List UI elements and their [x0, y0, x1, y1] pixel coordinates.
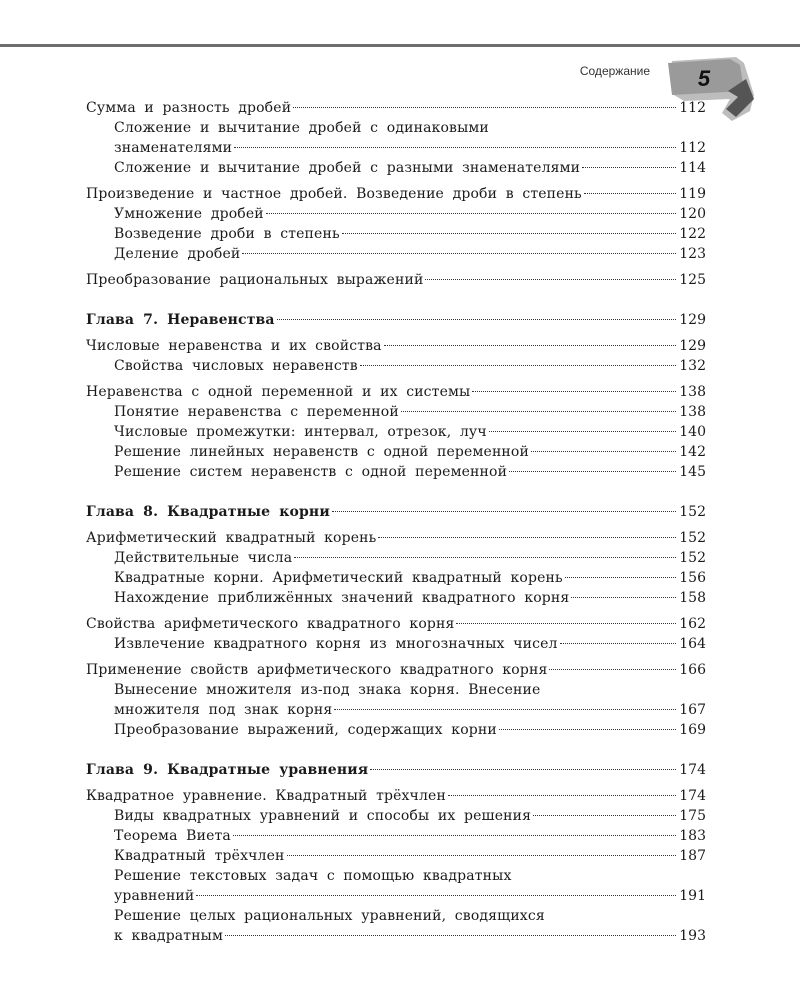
entry-title: Теорема Виета — [114, 828, 231, 844]
entry-title: Произведение и частное дробей. Возведение дроби в степень — [86, 186, 582, 202]
toc-entry[interactable] — [86, 886, 706, 906]
page-ref: 169 — [679, 722, 706, 738]
entry-title: Числовые промежутки: интервал, отрезок, луч — [114, 424, 487, 440]
entry-title: Применение свойств арифметического квадратного корня — [86, 662, 548, 678]
chapter-title: Глава 9. Квадратные уравнения — [86, 762, 369, 778]
dot-leader — [489, 431, 677, 432]
toc-entry[interactable] — [86, 720, 706, 740]
dot-leader — [342, 233, 677, 234]
page-ref: 145 — [679, 464, 706, 480]
entry-title: Действительные числа — [114, 550, 293, 566]
page-ref: 138 — [679, 404, 706, 420]
entry-title: Свойства арифметического квадратного корня — [86, 616, 455, 632]
entry-title: Понятие неравенства с переменной — [114, 404, 399, 420]
page-ref: 119 — [679, 186, 706, 202]
dot-leader — [531, 451, 676, 452]
entry-title: к квадратным — [114, 928, 224, 944]
toc-entry[interactable] — [86, 786, 706, 806]
page-ref: 191 — [679, 888, 706, 904]
dot-leader — [582, 167, 676, 168]
page-ref: 156 — [679, 570, 706, 586]
entry-title: Виды квадратных уравнений и способы их решения — [114, 808, 532, 824]
dot-leader — [401, 411, 676, 412]
entry-title: знаменателями — [114, 140, 233, 156]
page-ref: 152 — [679, 504, 706, 520]
page-ref: 174 — [679, 762, 706, 778]
toc-entry[interactable] — [86, 614, 706, 634]
page-ref: 167 — [679, 702, 706, 718]
dot-leader — [234, 147, 676, 148]
page-ref: 123 — [679, 246, 706, 262]
toc-entry[interactable] — [86, 568, 706, 588]
entry-title: Квадратный трёхчлен — [114, 848, 285, 864]
toc-entry[interactable] — [86, 634, 706, 654]
page-ref: 152 — [679, 550, 706, 566]
entry-title-line1: Решение целых рациональных уравнений, сводящихся — [114, 908, 545, 924]
dot-leader — [332, 511, 676, 512]
toc-entry[interactable] — [86, 224, 706, 244]
dot-leader — [384, 345, 677, 346]
toc-entry[interactable] — [86, 382, 706, 402]
page-ref: 112 — [679, 100, 706, 116]
entry-title: Свойства числовых неравенств — [114, 358, 358, 374]
toc-entry[interactable] — [86, 184, 706, 204]
page-ref: 158 — [679, 590, 706, 606]
page-number: 5 — [697, 66, 711, 91]
toc-entry[interactable] — [86, 826, 706, 846]
top-rule — [0, 44, 800, 47]
toc-entry[interactable] — [86, 442, 706, 462]
toc-chapter[interactable] — [86, 760, 706, 780]
toc-entry[interactable] — [86, 270, 706, 290]
page-ref: 164 — [679, 636, 706, 652]
dot-leader — [242, 253, 676, 254]
page-ref: 125 — [679, 272, 706, 288]
entry-title-line1: Сложение и вычитание дробей с одинаковыми — [114, 120, 489, 136]
dot-leader — [277, 319, 677, 320]
entry-title: Сложение и вычитание дробей с разными знаменателями — [114, 160, 581, 176]
dot-leader — [499, 729, 676, 730]
dot-leader — [565, 577, 676, 578]
entry-title: Квадратные корни. Арифметический квадратный корень — [114, 570, 563, 586]
dot-leader — [560, 643, 677, 644]
dot-leader — [509, 471, 676, 472]
toc-chapter[interactable] — [86, 502, 706, 522]
page-ref: 138 — [679, 384, 706, 400]
toc-entry[interactable] — [86, 700, 706, 720]
entry-title: Нахождение приближённых значений квадратного корня — [114, 590, 570, 606]
dot-leader — [293, 107, 676, 108]
page-ref: 114 — [679, 160, 706, 176]
toc-entry[interactable] — [86, 336, 706, 356]
dot-leader — [425, 279, 676, 280]
dot-leader — [549, 669, 676, 670]
entry-title: Квадратное уравнение. Квадратный трёхчлен — [86, 788, 446, 804]
dot-leader — [533, 815, 676, 816]
page-ref: 187 — [679, 848, 706, 864]
page-ref: 174 — [679, 788, 706, 804]
toc-entry[interactable] — [86, 846, 706, 866]
toc-entry[interactable] — [86, 138, 706, 158]
toc-entry[interactable] — [86, 98, 706, 118]
page-ref: 162 — [679, 616, 706, 632]
toc-entry[interactable] — [86, 548, 706, 568]
entry-title: Деление дробей — [114, 246, 241, 262]
table-of-contents — [86, 98, 706, 946]
page-ref: 175 — [679, 808, 706, 824]
toc-entry[interactable] — [86, 462, 706, 482]
page-ref: 193 — [679, 928, 706, 944]
page-ref: 122 — [679, 226, 706, 242]
toc-entry[interactable] — [86, 660, 706, 680]
dot-leader — [196, 895, 676, 896]
page-ref: 132 — [679, 358, 706, 374]
entry-title: Преобразование рациональных выражений — [86, 272, 424, 288]
dot-leader — [294, 557, 676, 558]
dot-leader — [456, 623, 676, 624]
page-ref: 112 — [679, 140, 706, 156]
dot-leader — [266, 213, 676, 214]
toc-entry[interactable] — [86, 528, 706, 548]
page-ref: 142 — [679, 444, 706, 460]
running-title: Содержание — [579, 64, 650, 78]
entry-title: Числовые неравенства и их свойства — [86, 338, 382, 354]
page-ref: 140 — [679, 424, 706, 440]
chapter-title: Глава 8. Квадратные корни — [86, 504, 330, 520]
entry-title: Решение линейных неравенств с одной переменной — [114, 444, 529, 460]
page-ref: 129 — [679, 312, 706, 328]
dot-leader — [584, 193, 676, 194]
toc-entry[interactable] — [86, 806, 706, 826]
dot-leader — [370, 769, 676, 770]
entry-title: Сумма и разность дробей — [86, 100, 292, 116]
entry-title: Решение систем неравенств с одной переменной — [114, 464, 508, 480]
toc-entry[interactable] — [86, 402, 706, 422]
dot-leader — [571, 597, 676, 598]
dot-leader — [233, 835, 676, 836]
entry-title: уравнений — [114, 888, 195, 904]
dot-leader — [378, 537, 676, 538]
toc-entry[interactable] — [86, 926, 706, 946]
page-ref: 120 — [679, 206, 706, 222]
dot-leader — [472, 391, 676, 392]
dot-leader — [448, 795, 676, 796]
entry-title: Возведение дроби в степень — [114, 226, 340, 242]
toc-entry[interactable] — [86, 204, 706, 224]
toc-entry[interactable] — [86, 244, 706, 264]
dot-leader — [334, 709, 676, 710]
entry-title: Преобразование выражений, содержащих корни — [114, 722, 497, 738]
entry-title-line1: Вынесение множителя из-под знака корня. Внесение — [114, 682, 541, 698]
toc-entry[interactable] — [86, 588, 706, 608]
page-ref: 166 — [679, 662, 706, 678]
entry-title: Извлечение квадратного корня из многозначных чисел — [114, 636, 558, 652]
entry-title-line1: Решение текстовых задач с помощью квадратных — [114, 868, 512, 884]
dot-leader — [287, 855, 677, 856]
page-ref: 152 — [679, 530, 706, 546]
entry-title: Неравенства с одной переменной и их системы — [86, 384, 471, 400]
page-ref: 183 — [679, 828, 706, 844]
toc-entry[interactable] — [86, 356, 706, 376]
dot-leader — [225, 935, 676, 936]
chapter-title: Глава 7. Неравенства — [86, 312, 275, 328]
entry-title: множителя под знак корня — [114, 702, 333, 718]
page-ref: 129 — [679, 338, 706, 354]
entry-title: Умножение дробей — [114, 206, 264, 222]
entry-title: Арифметический квадратный корень — [86, 530, 377, 546]
dot-leader — [360, 365, 676, 366]
toc-entry[interactable] — [86, 422, 706, 442]
toc-entry[interactable] — [86, 158, 706, 178]
toc-chapter[interactable] — [86, 310, 706, 330]
